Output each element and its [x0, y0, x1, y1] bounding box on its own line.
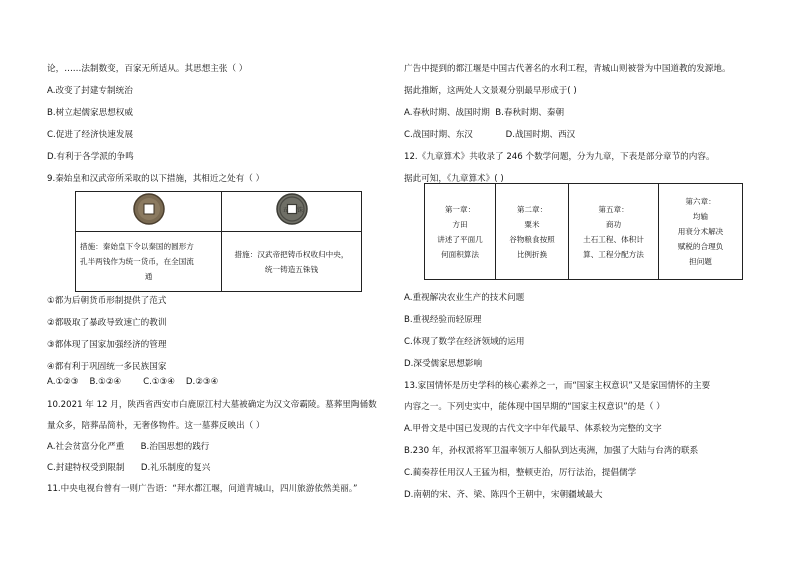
wuzhu-coin-icon	[275, 192, 309, 226]
chapter-2-cell: 第二章： 粟米 谷物粮食按照 比例折换	[496, 184, 569, 280]
q11-stem: 11.中央电视台曾有一则广告语：“拜水都江堰，问道青城山，四川旅游依然美丽。”	[47, 484, 358, 494]
coin-wuzhu-cell	[222, 192, 362, 232]
q9-options[interactable]: A.①②③ B.①②④ C.①③④ D.②③④	[47, 377, 219, 387]
q10-stem: 10.2021 年 12 月，陕西省西安市白鹿原江村大墓被确定为汉文帝霸陵。墓葬里陶俑数	[47, 400, 377, 410]
q12-chapter-table	[424, 183, 743, 280]
q9-statement-1: ①都为后朝货币形制提供了范式	[47, 296, 167, 306]
svg-text:铢: 铢	[296, 207, 303, 214]
q11-stem-cont-2: 据此推断，这两处人文景观分别最早形成于( )	[404, 86, 577, 96]
q12-option-a[interactable]: A.重视解决农业生产的技术问题	[404, 293, 525, 303]
q9-statement-3: ③都体现了国家加强经济的管理	[47, 340, 167, 350]
q9-statement-4: ④都有利于巩固统一多民族国家	[47, 362, 167, 372]
q11-options-ab[interactable]: A.春秋时期、战国时期 B.春秋时期、秦朝	[404, 108, 565, 118]
coin-banliang-cell	[76, 192, 222, 232]
chapter-6-cell: 第六章： 均输 用衰分术解决 赋税的合理负 担问题	[659, 184, 743, 280]
q12-option-b[interactable]: B.重视经验而轻原理	[404, 315, 482, 325]
q9-coin-table	[75, 191, 362, 292]
q13-option-a[interactable]: A.甲骨文是中国已发现的古代文字中年代最早、体系较为完整的文字	[404, 424, 662, 434]
q9-qin-measure: 措施：秦始皇下令以秦国的圆形方 孔半两钱作为统一货币，在全国流 通	[76, 232, 222, 292]
q8-option-d[interactable]: D.有利于各学派的争鸣	[47, 152, 134, 162]
q10-options-ab[interactable]: A.社会贫富分化严重 B.治国思想的践行	[47, 442, 210, 452]
q13-option-b[interactable]: B.230 年，孙权派将军卫温率领万人船队到达夷洲，加强了大陆与台湾的联系	[404, 446, 699, 456]
q12-stem-2: 据此可知，《九章算术》( )	[404, 174, 504, 184]
q9-statement-2: ②都吸取了暴政导致速亡的教训	[47, 318, 167, 328]
q12-stem: 12.《九章算术》共收录了 246 个数学问题，分为九章，下表是部分章节的内容。	[404, 152, 715, 162]
q8-stem-tail: 论，……法制数变，百家无所适从。其思想主张（ ）	[47, 64, 248, 74]
chapter-1-cell: 第一章： 方田 讲述了平面几 何面积算法	[425, 184, 496, 280]
q13-stem-2: 内容之一。下列史实中，能体现中国早期的“国家主权意识”的是（ ）	[404, 402, 665, 412]
q12-option-c[interactable]: C.体现了数学在经济领域的运用	[404, 337, 525, 347]
q9-stem: 9.秦始皇和汉武帝所采取的以下措施，其相近之处有（ ）	[47, 174, 265, 184]
q10-options-cd[interactable]: C.封建特权受到限制 D.礼乐制度的复兴	[47, 463, 211, 473]
q13-option-d[interactable]: D.南朝的宋、齐、梁、陈四个王朝中，宋朝疆域最大	[404, 490, 603, 500]
q8-option-b[interactable]: B.树立起儒家思想权威	[47, 108, 133, 118]
q8-option-a[interactable]: A.改变了封建专制统治	[47, 86, 133, 96]
chapter-5-cell: 第五章： 商功 土石工程、体积计 算、工程分配方法	[569, 184, 659, 280]
q11-options-cd[interactable]: C.战国时期、东汉 D.战国时期、西汉	[404, 130, 576, 140]
q11-stem-cont: 广告中提到的都江堰是中国古代著名的水利工程，青城山则被誉为中国道教的发源地。	[404, 64, 731, 74]
q13-stem: 13.家国情怀是历史学科的核心素养之一，而“国家主权意识”又是家国情怀的主要	[404, 381, 711, 391]
q12-option-d[interactable]: D.深受儒家思想影响	[404, 359, 483, 369]
q10-stem-2: 量众多，陪葬品简朴，无奢侈物件。这一墓葬反映出（ ）	[47, 421, 265, 431]
q9-han-measure: 措施：汉武帝把铸币权收归中央， 统一铸造五铢钱	[222, 232, 362, 292]
q13-option-c[interactable]: C.蔺奏荐任用汉人王猛为相，整顿吏治，厉行法治，提倡儒学	[404, 468, 637, 478]
svg-text:五: 五	[282, 207, 289, 214]
banliang-coin-icon	[132, 192, 166, 226]
q8-option-c[interactable]: C.促进了经济快速发展	[47, 130, 134, 140]
